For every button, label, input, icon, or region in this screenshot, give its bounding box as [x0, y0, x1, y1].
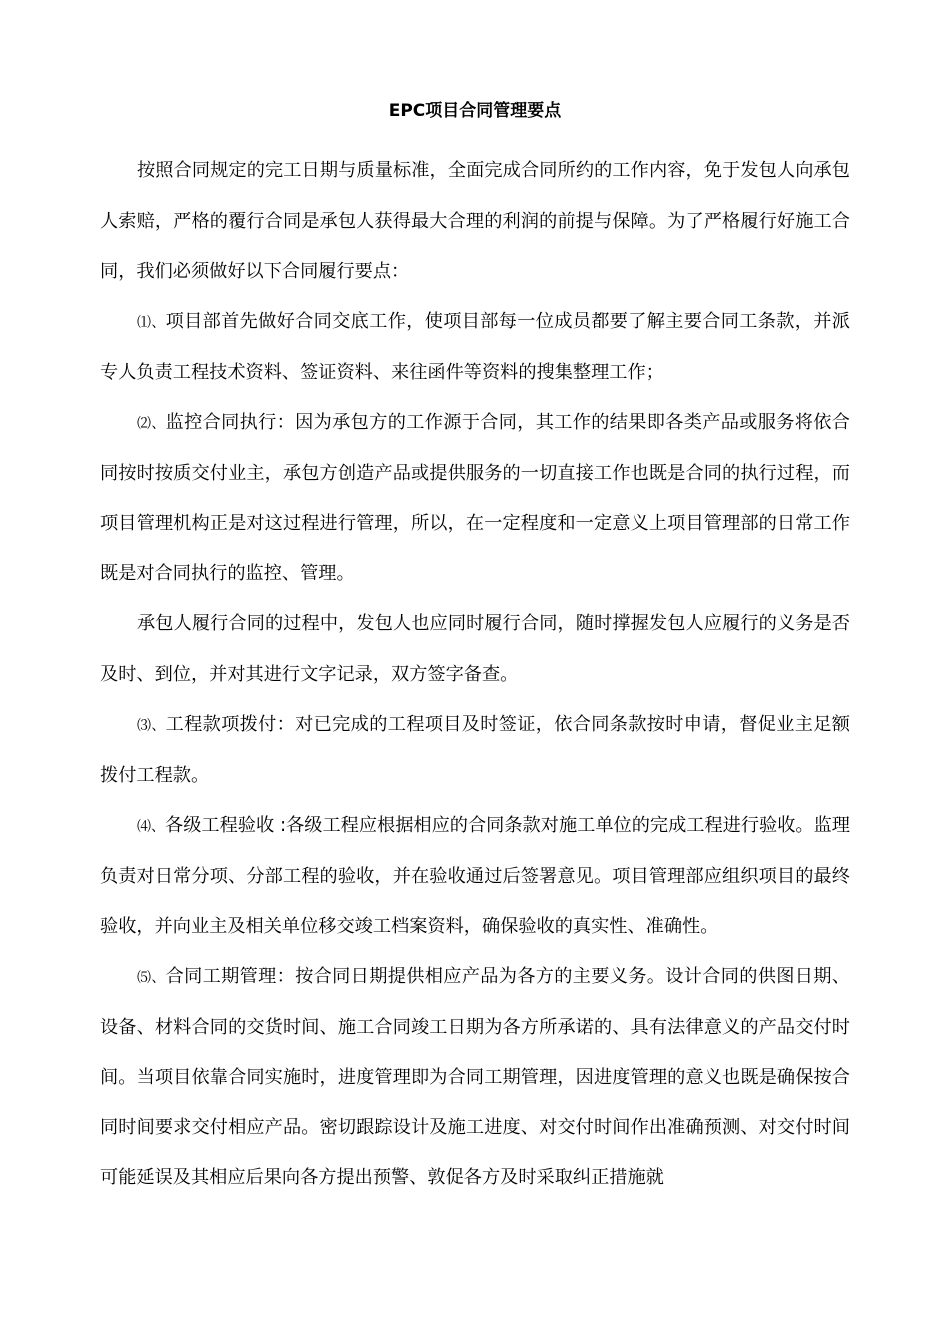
paragraph-text: 项目部首先做好合同交底工作，使项目部每一位成员都要了解主要合同工条款，并派专人负责工程技术资料、签证资料、来往函件等资料的搜集整理工作； [100, 311, 850, 383]
paragraph-item-5 [100, 952, 850, 1203]
paragraph-text: 各级工程验收 :各级工程应根据相应的合同条款对施工单位的完成工程进行验收。监理负责对日常分项、分部工程的验收，并在验收通过后签署意见。项目管理部应组织项目的最终验收，并向业主及相关单位移交竣工档案资料，确保验收的真实性、准确性。 [100, 815, 850, 937]
paragraph-text: 承包人履行合同的过程中，发包人也应同时履行合同，随时撑握发包人应履行的义务是否及时、到位，并对其进行文字记录，双方签字备查。 [100, 613, 850, 685]
paragraph-intro [100, 146, 850, 297]
paragraph-prefix: ⑶、 [137, 718, 166, 734]
paragraph-prefix: ⑸、 [137, 970, 166, 986]
paragraph-prefix: ⑵、 [137, 416, 166, 432]
document-title: EPC项目合同管理要点 [388, 101, 562, 121]
paragraph-item-3 [100, 700, 850, 801]
paragraph-item-1 [100, 297, 850, 398]
paragraph-text: 按照合同规定的完工日期与质量标准，全面完成合同所约的工作内容，免于发包人向承包人索赔，严格的覆行合同是承包人获得最大合理的利润的前提与保障。为了严格履行好施工合同，我们必须做好以下合同履行要点： [100, 160, 850, 282]
paragraph-text: 监控合同执行：因为承包方的工作源于合同，其工作的结果即各类产品或服务将依合同按时按质交付业主，承包方创造产品或提供服务的一切直接工作也既是合同的执行过程，而项目管理机构正是对这过程进行管理，所以，在一定程度和一定意义上项目管理部的日常工作既是对合同执行的监控、管理。 [100, 412, 850, 584]
paragraph-prefix: ⑷、 [137, 819, 166, 835]
paragraph-obligation [100, 599, 850, 700]
paragraph-text: 工程款项拨付：对已完成的工程项目及时签证，依合同条款按时申请，督促业主足额拨付工程款。 [100, 714, 850, 786]
paragraph-item-4 [100, 801, 850, 952]
paragraph-prefix: ⑴、 [137, 315, 166, 331]
paragraph-item-2 [100, 398, 850, 599]
document-body [100, 146, 850, 1203]
paragraph-text: 合同工期管理：按合同日期提供相应产品为各方的主要义务。设计合同的供图日期、设备、材料合同的交货时间、施工合同竣工日期为各方所承诺的、具有法律意义的产品交付时间。当项目依靠合同实施时，进度管理即为合同工期管理，因进度管理的意义也既是确保按合同时间要求交付相应产品。密切跟踪设计及施工进度、对交付时间作出准确预测、对交付时间可能延误及其相应后果向各方提出预警、敦促各方及时采取纠正措施就 [100, 966, 850, 1188]
